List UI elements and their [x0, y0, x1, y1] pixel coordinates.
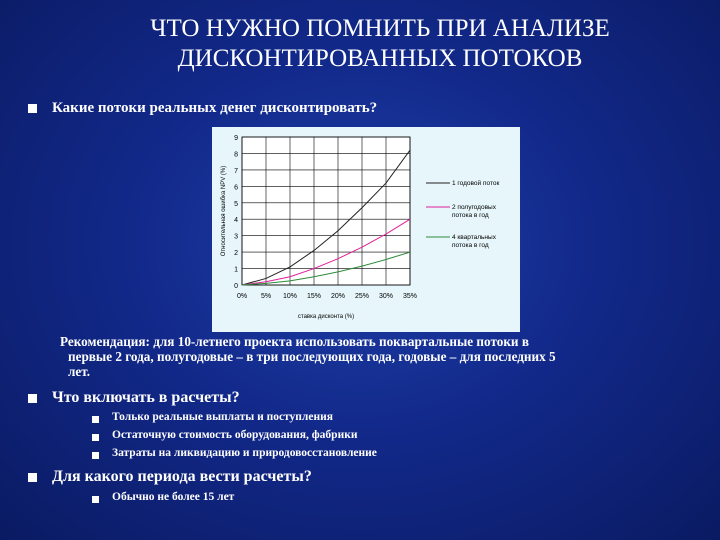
y-tick-label: 4	[234, 217, 238, 225]
square-bullet-icon	[28, 394, 37, 403]
slide-title	[60, 14, 700, 74]
x-tick-label: 15%	[306, 293, 322, 300]
x-tick-label: 5%	[260, 293, 272, 300]
title-line-2: ДИСКОНТИРОВАННЫХ ПОТОКОВ	[177, 45, 583, 72]
square-bullet-icon	[92, 452, 99, 459]
y-tick-label: 8	[234, 151, 238, 159]
x-axis-label: ставка дисконта (%)	[297, 314, 355, 320]
list-item: Остаточную стоимость оборудования, фабрики	[112, 429, 358, 441]
legend-label: потока в год	[452, 212, 489, 219]
recommendation-text	[60, 334, 700, 379]
npv-error-chart	[212, 127, 520, 332]
list-item: Затраты на ликвидацию и природовосстановление	[112, 447, 377, 459]
x-tick-label: 20%	[330, 293, 346, 300]
y-tick-label: 6	[234, 184, 238, 192]
x-tick-label: 30%	[378, 293, 394, 300]
square-bullet-icon	[28, 104, 37, 113]
question-1: Какие потоки реальных денег дисконтировать?	[52, 100, 378, 116]
square-bullet-icon	[92, 496, 99, 503]
legend-label: 1 годовой поток	[452, 180, 500, 187]
x-tick-label: 0%	[236, 293, 248, 300]
y-tick-label: 1	[234, 266, 238, 274]
recommendation-line-3: лет.	[68, 364, 91, 379]
x-tick-label: 35%	[402, 293, 418, 300]
y-tick-label: 7	[234, 167, 238, 175]
x-tick-label: 25%	[354, 293, 370, 300]
chart-panel	[212, 127, 520, 332]
recommendation-line-1: Рекомендация: для 10-летнего проекта использовать поквартальные потоки в	[60, 334, 529, 349]
square-bullet-icon	[92, 434, 99, 441]
title-line-1: ЧТО НУЖНО ПОМНИТЬ ПРИ АНАЛИЗЕ	[150, 15, 610, 42]
legend-label: потока в год	[452, 242, 489, 249]
y-tick-label: 2	[234, 250, 238, 258]
y-axis-label: Относительная ошибка NPV (%)	[221, 165, 227, 257]
list-item: Обычно не более 15 лет	[112, 491, 235, 503]
x-tick-label: 10%	[282, 293, 298, 300]
square-bullet-icon	[28, 473, 37, 482]
plot-area	[242, 137, 410, 285]
square-bullet-icon	[92, 416, 99, 423]
y-tick-label: 9	[234, 135, 238, 142]
legend-label: 4 квартальных	[452, 234, 496, 241]
question-3: Для какого периода вести расчеты?	[52, 468, 312, 485]
legend-label: 2 полугодовых	[452, 204, 496, 211]
list-item: Только реальные выплаты и поступления	[112, 411, 333, 423]
y-tick-label: 3	[234, 233, 238, 241]
question-2: Что включать в расчеты?	[52, 389, 240, 406]
y-tick-label: 5	[234, 200, 238, 208]
recommendation-line-2: первые 2 года, полугодовые – в три последующих года, годовые – для последних 5	[68, 349, 556, 364]
y-tick-label: 0	[234, 283, 238, 290]
